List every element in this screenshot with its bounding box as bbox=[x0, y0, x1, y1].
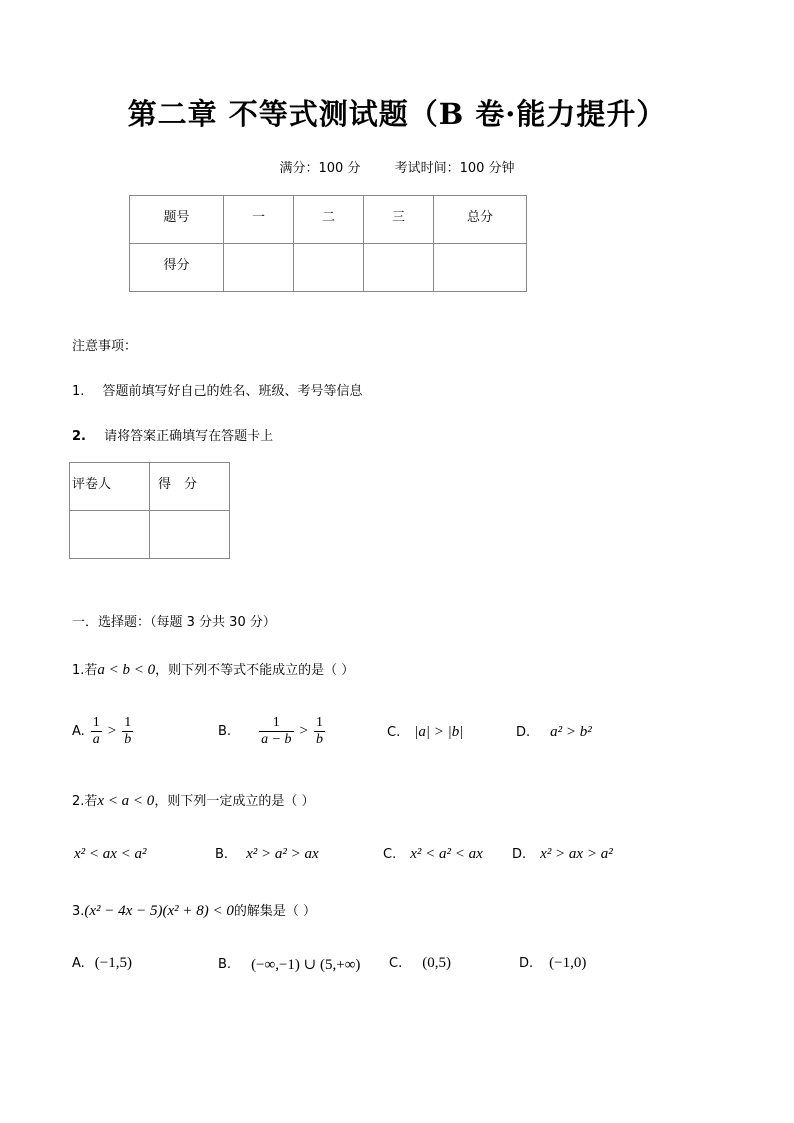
grader-label: 评卷人 bbox=[72, 477, 112, 492]
notice-heading: 注意事项： bbox=[72, 339, 138, 354]
question-1: 1.若a < b < 0，则下列不等式不能成立的是（ ） bbox=[72, 662, 355, 678]
score-header-cell: 题号 bbox=[163, 210, 190, 225]
score-table bbox=[129, 195, 527, 292]
option-b[interactable]: B. (−∞,−1) ∪ (5,+∞) bbox=[218, 957, 361, 973]
option-b[interactable]: B. $\frac{1}{a - b}$ > $\frac{1}{b}$ bbox=[218, 715, 323, 747]
fraction-1-over-b: $\frac{1}{b}$ bbox=[124, 715, 132, 747]
question-3: 3.(x² − 4x − 5)(x² + 8) < 0的解集是（ ） bbox=[72, 903, 316, 919]
notice-item-num: 2. bbox=[72, 429, 86, 444]
question-expression: (x² − 4x − 5)(x² + 8) < 0 bbox=[84, 903, 234, 919]
fraction-1-over-a: $\frac{1}{a}$ bbox=[92, 715, 100, 747]
option-d[interactable]: D. (−1,0) bbox=[519, 955, 587, 971]
fraction-1-over-a-minus-b: $\frac{1}{a - b}$ bbox=[261, 715, 292, 747]
page-title: 第二章 不等式测试题（B 卷·能力提升） bbox=[127, 97, 667, 131]
score-cell[interactable] bbox=[434, 244, 527, 292]
exam-time: 考试时间：100 分钟 bbox=[394, 161, 515, 176]
full-score: 满分：100 分 bbox=[279, 161, 361, 176]
score-header-cell: 三 bbox=[391, 210, 405, 225]
option-b[interactable]: B. x² > a² > ax bbox=[215, 846, 319, 862]
option-d[interactable]: D. x² > ax > a² bbox=[512, 846, 613, 862]
score-header-cell: 总分 bbox=[466, 210, 493, 225]
fraction-1-over-b: $\frac{1}{b}$ bbox=[315, 715, 323, 747]
grader-table bbox=[69, 462, 230, 559]
option-a[interactable]: x² < ax < a² bbox=[74, 846, 147, 862]
question-2: 2.若x < a < 0，则下列一定成立的是（ ） bbox=[72, 793, 315, 809]
question-condition: x < a < 0 bbox=[97, 793, 155, 809]
notice-item-num: 1. bbox=[72, 384, 85, 399]
question-condition: a < b < 0 bbox=[97, 662, 156, 678]
option-c[interactable]: C. (0,5) bbox=[389, 955, 451, 971]
table-row bbox=[70, 511, 230, 559]
notice-item bbox=[72, 380, 363, 399]
table-row bbox=[130, 244, 527, 292]
score-cell[interactable] bbox=[224, 244, 294, 292]
grader-score-label: 得 分 bbox=[158, 477, 198, 492]
option-a[interactable]: A. (−1,5) bbox=[72, 955, 132, 971]
table-row bbox=[130, 196, 527, 244]
option-c[interactable]: C. x² < a² < ax bbox=[383, 846, 483, 862]
table-row bbox=[70, 463, 230, 511]
notice-item bbox=[72, 425, 273, 444]
score-row-label: 得分 bbox=[163, 258, 190, 273]
section-heading: 一．选择题：（每题 3 分共 30 分） bbox=[72, 615, 276, 630]
option-c[interactable]: C. |a| > |b| bbox=[387, 724, 464, 740]
score-header-cell: 一 bbox=[251, 210, 265, 225]
score-cell[interactable] bbox=[294, 244, 364, 292]
notice-item-text: 请将答案正确填写在答题卡上 bbox=[104, 429, 274, 444]
score-header-cell: 二 bbox=[321, 210, 335, 225]
exam-meta bbox=[0, 157, 794, 176]
notice-item-text: 答题前填写好自己的姓名、班级、考号等信息 bbox=[102, 384, 363, 399]
grader-name-cell[interactable] bbox=[70, 511, 150, 559]
option-d[interactable]: D. a² > b² bbox=[516, 724, 592, 740]
grader-score-cell[interactable] bbox=[150, 511, 230, 559]
score-cell[interactable] bbox=[364, 244, 434, 292]
option-a[interactable]: A. $\frac{1}{a}$ > $\frac{1}{b}$ bbox=[72, 715, 132, 747]
